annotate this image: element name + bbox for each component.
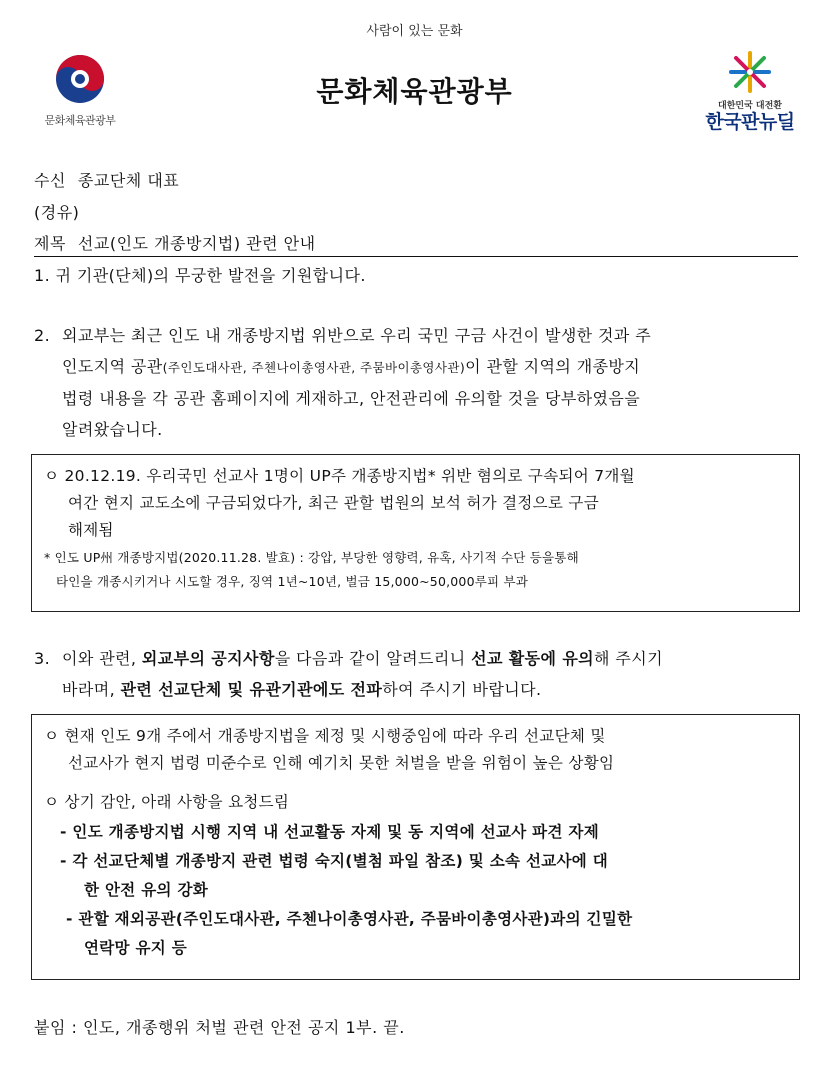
footnote-line: 타인을 개종시키거나 시도할 경우, 징역 1년~10년, 벌금 15,000~50,000루피 부과: [56, 574, 529, 589]
paragraph-3-text: 바라며,: [62, 680, 121, 699]
embassy-list: (주인도대사관, 주첸나이총영사관, 주뭄바이총영사관): [162, 360, 466, 375]
new-deal-star-icon: [728, 50, 772, 94]
paragraph-2: [34, 320, 804, 445]
incident-line: ㅇ 20.12.19. 우리국민 선교사 1명이 UP주 개종방지법* 위반 혐의로 구속되어 7개월: [44, 467, 635, 485]
paragraph-3-number: 3.: [34, 649, 51, 668]
subject-line: [34, 231, 316, 254]
paragraph-2-number: 2.: [34, 326, 51, 345]
incident-item: [44, 463, 787, 544]
incident-line: 해제됨: [68, 521, 114, 539]
motto: 사람이 있는 문화: [366, 24, 463, 39]
request-line: - 관할 재외공관(주인도대사관, 주첸나이총영사관, 주뭄바이총영사관)과의 긴밀한: [66, 910, 633, 928]
paragraph-2-line: 인도지역 공관: [62, 357, 163, 376]
paragraph-3-text: 을 다음과 같이 알려드리니: [274, 649, 472, 668]
recipient-line: [34, 168, 179, 191]
paragraph-1: 1. 귀 기관(단체)의 무궁한 발전을 기원합니다.: [34, 266, 366, 285]
subject-value: 선교(인도 개종방지법) 관련 안내: [77, 234, 316, 253]
request-item: [44, 905, 787, 963]
paragraph-3-text: 이와 관련,: [62, 649, 142, 668]
situation-line: 선교사가 현지 법령 미준수로 인해 예기치 못한 처벌을 받을 위험이 높은 상황임: [68, 754, 615, 772]
emphasis-text: 관련 선교단체 및 유관기관에도 전파: [120, 680, 383, 699]
request-line: 연락망 유지 등: [84, 939, 188, 957]
ministry-title: 문화체육관광부: [316, 75, 513, 108]
subject-label: 제목: [34, 234, 66, 253]
request-box: [31, 714, 800, 980]
request-line: - 인도 개종방지법 시행 지역 내 선교활동 자제 및 동 지역에 선교사 파견 자제: [60, 823, 599, 841]
request-line: 한 안전 유의 강화: [84, 881, 209, 899]
ministry-logo-caption: 문화체육관광부: [44, 114, 116, 127]
attachment-note: 붙임 : 인도, 개종행위 처벌 관련 안전 공지 1부. 끝.: [34, 1018, 405, 1037]
paragraph-3: [34, 643, 804, 705]
new-deal-wordmark: 한국판뉴딜: [705, 111, 795, 133]
incident-box: [31, 454, 800, 612]
new-deal-slogan: 대한민국 대전환: [718, 101, 782, 111]
recipient-value: 종교단체 대표: [77, 171, 180, 190]
paragraph-2-line: 이 관할 지역의 개종방지: [465, 357, 641, 376]
emphasis-text: 선교 활동에 유의: [471, 649, 595, 668]
situation-line: ㅇ 현재 인도 9개 주에서 개종방지법을 제정 및 시행중임에 따라 우리 선교단체 및: [44, 727, 606, 745]
situation-item: [44, 723, 787, 777]
law-footnote: [44, 546, 787, 594]
paragraph-2-line: 알려왔습니다.: [62, 420, 163, 439]
subject-divider: [34, 256, 798, 257]
request-heading: ㅇ 상기 감안, 아래 사항을 요청드림: [44, 793, 290, 811]
via-line: (경유): [34, 203, 80, 222]
request-item: [44, 847, 787, 905]
request-line: - 각 선교단체별 개종방지 관련 법령 숙지(별첨 파일 참조) 및 소속 선교사에 대: [60, 852, 609, 870]
korean-new-deal-logo: [700, 50, 800, 133]
paragraph-2-line: 외교부는 최근 인도 내 개종방지법 위반으로 우리 국민 구금 사건이 발생한 것과 주: [62, 326, 652, 345]
footnote-line: * 인도 UP州 개종방지법(2020.11.28. 발효) : 강압, 부당한 영향력, 유혹, 사기적 수단 등을통해: [44, 550, 579, 565]
emphasis-text: 외교부의 공지사항: [141, 649, 275, 668]
recipient-label: 수신: [34, 171, 66, 190]
paragraph-3-text: 하여 주시기 바랍니다.: [382, 680, 542, 699]
incident-line: 여간 현지 교도소에 구금되었다가, 최근 관할 법원의 보석 허가 결정으로 구금: [68, 494, 599, 512]
request-item: [44, 818, 787, 847]
paragraph-2-line: 법령 내용을 각 공관 홈페이지에 게재하고, 안전관리에 유의할 것을 당부하였음을: [62, 389, 641, 408]
paragraph-3-text: 해 주시기: [594, 649, 663, 668]
